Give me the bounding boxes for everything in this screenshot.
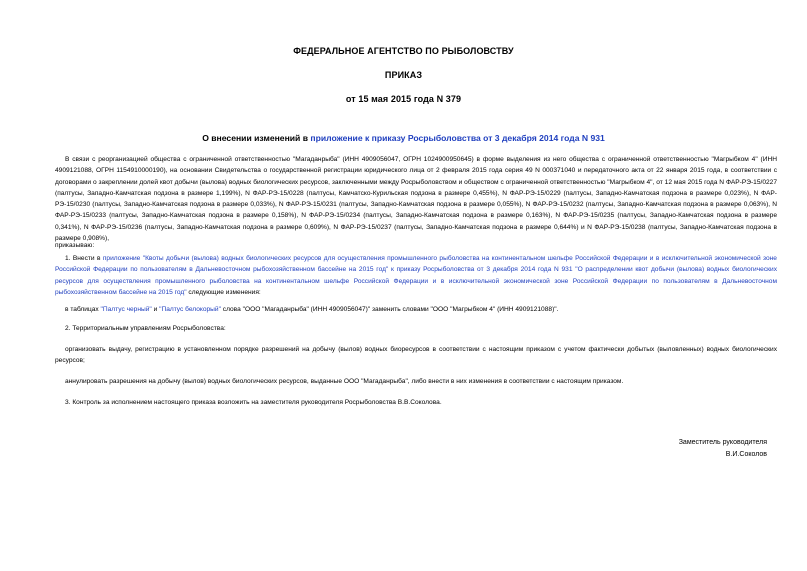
signature-block <box>679 437 767 461</box>
item-2-paragraph: 2. Территориальным управлениям Росрыболовства: <box>65 325 226 332</box>
item-1-suffix: следующие изменения: <box>186 288 261 296</box>
title-prefix: О внесении изменений в <box>202 133 311 143</box>
change-suffix: слова "ООО "Магаданрыба" (ИНН 4909056047)" заменить словами "ООО "Магрыбком 4" (ИНН 4909121088)". <box>220 306 559 313</box>
change-prefix: в таблицах <box>65 306 101 313</box>
agency-heading: ФЕДЕРАЛЬНОЕ АГЕНТСТВО ПО РЫБОЛОВСТВУ <box>293 46 514 56</box>
title-link[interactable]: приложение к приказу Росрыболовства от 3 декабря 2014 года N 931 <box>310 133 605 143</box>
document-date-number: от 15 мая 2015 года N 379 <box>345 94 462 104</box>
change-and: и <box>151 306 160 313</box>
order-word: приказываю: <box>55 242 95 249</box>
signature-name: В.И.Соколов <box>725 451 767 458</box>
item-3-paragraph: 3. Контроль за исполнением настоящего приказа возложить на заместителя руководителя Росрыболовства В.В.Соколова. <box>65 399 442 406</box>
signature-position: Заместитель руководителя <box>678 439 767 446</box>
item-1-link[interactable]: приложение "Квоты добычи (вылова) водных биологических ресурсов для осуществления промышленного рыболовства на континентальном шельфе Российской Федерации и в исключительной экономической зоне Российской Федерации по пользователям в Дальневосточном рыбохозяйственном бассейне на 2015 год" к приказу Росрыболовства от 3 декабря 2014 года N 931 "О распределении квот добычи (вылова) водных биологических ресурсов для осуществления промышленного рыболовства на континентальном шельфе Российской Федерации и в исключительной экономической зоне Российской Федерации по пользователям в Дальневосточном рыбохозяйственном бассейне на 2015 год" <box>55 255 777 296</box>
document-title <box>0 133 807 143</box>
table-link-black-halibut[interactable]: "Палтус черный" <box>100 306 152 313</box>
item-2b-paragraph: аннулировать разрешения на добычу (вылов) водных биологических ресурсов, выданные ООО "Магаданрыба", либо внести в них изменения в соответствии с настоящим приказом. <box>65 378 624 385</box>
preamble-paragraph: В связи с реорганизацией общества с ограниченной ответственностью "Магаданрыба" (ИНН 4909056047, ОГРН 1024900950645) в форме выделения из него общества с ограниченной ответственностью "Магрыбком 4" (ИНН 4909121088, ОГРН 1154910000190), на основании Свидетельства о государственной регистрации юридического лица от 2 февраля 2015 года серия 49 N 000371040 и передаточного акта от 22 января 2015 года, в соответствии с договорами о закреплении долей квот добычи (вылова) водных биологических ресурсов, заключенными между Росрыболовством и обществом с ограниченной ответственностью "Магрыбком 4", от 12 мая 2015 года N ФАР-РЭ-15/0227 (палтусы, Западно-Камчатская подзона в размере 1,199%), N ФАР-РЭ-15/0228 (палтусы, Камчатско-Курильская подзона в размере 0,455%), N ФАР-РЭ-15/0229 (палтусы, Западно-Камчатская подзона в размере 0,023%), N ФАР-РЭ-15/0230 (палтусы, Западно-Камчатская подзона в размере 0,033%), N ФАР-РЭ-15/0231 (палтусы, Западно-Камчатская подзона в размере 0,055%), N ФАР-РЭ-15/0232 (палтусы, Западно-Камчатская подзона в размере 0,063%), N ФАР-РЭ-15/0233 (палтусы, Западно-Камчатская подзона в размере 0,158%), N ФАР-РЭ-15/0234 (палтусы, Западно-Камчатская подзона в размере 0,163%), N ФАР-РЭ-15/0235 (палтусы, Западно-Камчатская подзона в размере 0,341%), N ФАР-РЭ-15/0236 (палтусы, Западно-Камчатская подзона в размере 0,609%), N ФАР-РЭ-15/0237 (палтусы, Западно-Камчатская подзона в размере 0,644%) и N ФАР-РЭ-15/0238 (палтусы, Западно-Камчатская подзона в размере 0,908%), <box>55 156 777 243</box>
document-type: ПРИКАЗ <box>384 70 423 80</box>
item-2a-paragraph: организовать выдачу, регистрацию в установленном порядке разрешений на добычу (вылов) водных биоресурсов в соответствии с настоящим приказом с учетом фактически добытых (выловленных) водных биологических ресурсов; <box>55 346 777 365</box>
item-1-paragraph <box>55 253 777 298</box>
item-1-prefix: 1. Внести в <box>65 255 103 262</box>
table-link-white-halibut[interactable]: "Палтус белокорый" <box>159 306 221 313</box>
change-paragraph <box>55 304 777 315</box>
